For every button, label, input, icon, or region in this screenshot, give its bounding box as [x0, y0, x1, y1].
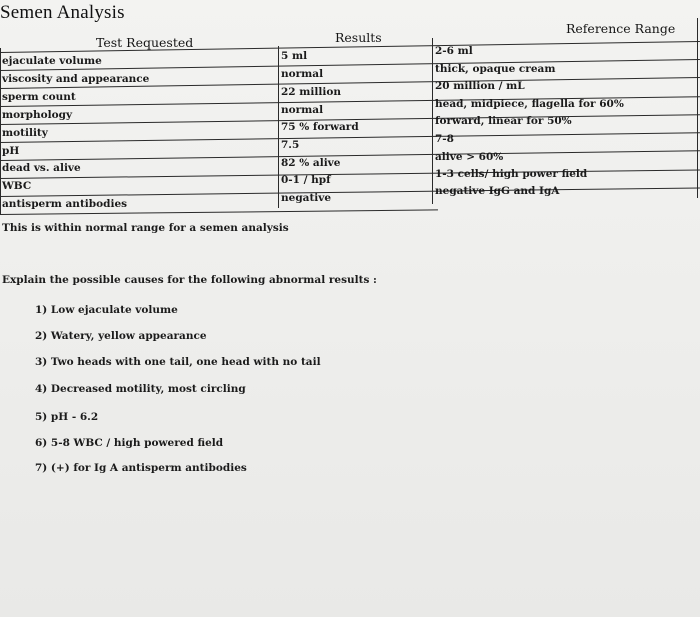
reference-value: negative IgG and IgA [435, 185, 560, 197]
test-name: sperm count [2, 91, 76, 103]
reference-value: forward, linear for 50% [435, 115, 572, 127]
result-value: 75 % forward [281, 121, 359, 133]
list-item: 7) (+) for Ig A antisperm antibodies [35, 462, 247, 474]
reference-value: thick, opaque cream [435, 63, 556, 75]
list-item: 1) Low ejaculate volume [35, 304, 178, 316]
row-divider [0, 187, 700, 197]
row-divider [0, 150, 700, 161]
normal-range-note: This is within normal range for a semen analysis [2, 222, 289, 234]
reference-value: head, midpiece, flagella for 60% [435, 98, 624, 110]
test-name: motility [2, 127, 48, 139]
test-name: morphology [2, 109, 73, 121]
list-item: 3) Two heads with one tail, one head with no tail [35, 356, 321, 368]
test-name: dead vs. alive [2, 162, 81, 174]
result-value: 7.5 [281, 139, 300, 151]
header-test-requested: Test Requested [96, 35, 194, 50]
result-value: normal [281, 104, 324, 116]
test-name: viscosity and appearance [2, 73, 150, 85]
test-name: WBC [2, 180, 32, 192]
header-reference-range: Reference Range [566, 21, 676, 36]
result-value: 5 ml [281, 50, 308, 62]
result-value: 22 million [281, 86, 341, 98]
row-divider [0, 169, 700, 179]
column-divider [0, 48, 1, 214]
list-item: 4) Decreased motility, most circling [35, 383, 246, 395]
test-name: antisperm antibodies [2, 198, 128, 210]
row-divider [0, 209, 438, 215]
reference-value: 7-8 [435, 133, 454, 145]
question-prompt: Explain the possible causes for the following abnormal results : [2, 274, 377, 286]
header-results: Results [335, 30, 382, 45]
reference-value: 1-3 cells/ high power field [435, 168, 588, 180]
result-value: 0-1 / hpf [281, 174, 331, 186]
result-value: 82 % alive [281, 157, 341, 169]
row-divider [0, 132, 700, 143]
column-divider [278, 46, 279, 208]
row-divider [0, 59, 700, 71]
column-divider [697, 18, 698, 198]
reference-value: 2-6 ml [435, 45, 473, 57]
result-value: negative [281, 192, 332, 204]
test-name: ejaculate volume [2, 55, 102, 67]
list-item: 6) 5-8 WBC / high powered field [35, 437, 224, 449]
test-name: pH [2, 145, 20, 157]
page-title: Semen Analysis [0, 2, 125, 23]
reference-value: alive > 60% [435, 151, 504, 163]
list-item: 2) Watery, yellow appearance [35, 330, 207, 342]
list-item: 5) pH - 6.2 [35, 411, 99, 423]
result-value: normal [281, 68, 324, 80]
reference-value: 20 million / mL [435, 80, 525, 92]
